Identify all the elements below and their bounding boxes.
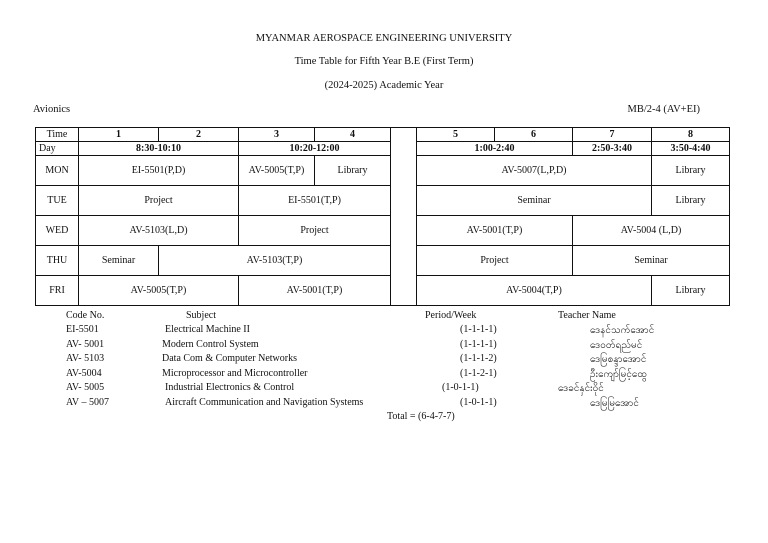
legend-teacher: ဒေခင်နှင်းဝိုင်	[558, 383, 604, 394]
legend-header-subject: Subject	[186, 310, 216, 321]
time-slot: 10:20-12:00	[239, 142, 391, 156]
period-number: 6	[495, 128, 573, 142]
time-slot: 8:30-10:10	[79, 142, 239, 156]
legend-period: (1-1-2-1)	[460, 368, 497, 379]
day-thu: THU	[36, 246, 79, 276]
time-slot: 2:50-3:40	[573, 142, 652, 156]
legend-period: (1-1-1-2)	[460, 353, 497, 364]
legend-subject: Microprocessor and Microcontroller	[162, 368, 308, 379]
academic-year: (2024-2025) Academic Year	[324, 80, 444, 91]
lunch-break-column	[391, 128, 417, 306]
legend-teacher: ဒေဝတ်ရည်မင်	[590, 340, 643, 351]
period-number: 4	[315, 128, 391, 142]
legend-code: AV – 5007	[66, 397, 109, 408]
period-number: 3	[239, 128, 315, 142]
class-cell: AV-5005(T,P)	[79, 276, 239, 306]
legend-teacher: ဒေမြမြအောင်	[590, 398, 639, 409]
legend-code: AV-5004	[66, 368, 102, 379]
legend-header-period: Period/Week	[425, 310, 477, 321]
period-number: 7	[573, 128, 652, 142]
class-cell: AV-5005(T,P)	[239, 156, 315, 186]
legend-code: AV- 5103	[66, 353, 105, 364]
class-cell: Library	[315, 156, 391, 186]
legend-period: (1-1-1-1)	[460, 324, 497, 335]
period-number: 2	[159, 128, 239, 142]
class-cell: Project	[239, 216, 391, 246]
department-label: Avionics	[33, 104, 71, 115]
class-cell: Library	[652, 156, 730, 186]
legend-teacher: ဒေနင်သက်အောင်	[590, 325, 655, 336]
legend-code: EI-5501	[66, 324, 99, 335]
legend-subject: Data Com & Computer Networks	[162, 353, 297, 364]
class-cell: EI-5501(P,D)	[79, 156, 239, 186]
period-number: 1	[79, 128, 159, 142]
class-cell: AV-5001(T,P)	[239, 276, 391, 306]
class-cell: Seminar	[79, 246, 159, 276]
class-cell: Seminar	[417, 186, 652, 216]
class-cell: Project	[417, 246, 573, 276]
university-title: MYANMAR AEROSPACE ENGINEERING UNIVERSITY	[255, 33, 513, 44]
time-slot: 1:00-2:40	[417, 142, 573, 156]
time-slot: 3:50-4:40	[652, 142, 730, 156]
class-cell: Seminar	[573, 246, 730, 276]
class-cell: AV-5103(T,P)	[159, 246, 391, 276]
day-fri: FRI	[36, 276, 79, 306]
day-wed: WED	[36, 216, 79, 246]
legend-subject: Electrical Machine II	[165, 324, 250, 335]
class-cell: AV-5103(L,D)	[79, 216, 239, 246]
timetable-title: Time Table for Fifth Year B.E (First Term)	[294, 56, 474, 67]
legend-total: Total = (6-4-7-7)	[387, 411, 455, 422]
day-label: Day	[36, 142, 79, 156]
room-label: MB/2-4 (AV+EI)	[627, 104, 700, 115]
legend-code: AV- 5001	[66, 339, 105, 350]
class-cell: Project	[79, 186, 239, 216]
class-cell: AV-5007(L,P,D)	[417, 156, 652, 186]
timetable-grid	[35, 127, 730, 306]
class-cell: AV-5004(T,P)	[417, 276, 652, 306]
class-cell: EI-5501(T,P)	[239, 186, 391, 216]
class-cell: Library	[652, 186, 730, 216]
time-label: Time	[36, 128, 79, 142]
day-mon: MON	[36, 156, 79, 186]
legend-code: AV- 5005	[66, 382, 105, 393]
legend-period: (1-0-1-1)	[442, 382, 479, 393]
period-number: 5	[417, 128, 495, 142]
legend-teacher: ဒေမြစန္ဒာအောင်	[590, 354, 647, 365]
legend-subject: Aircraft Communication and Navigation Systems	[165, 397, 364, 408]
legend-header-code: Code No.	[66, 310, 105, 321]
legend-period: (1-0-1-1)	[460, 397, 497, 408]
class-cell: AV-5004 (L,D)	[573, 216, 730, 246]
class-cell: Library	[652, 276, 730, 306]
legend-period: (1-1-1-1)	[460, 339, 497, 350]
day-tue: TUE	[36, 186, 79, 216]
legend-subject: Modern Control System	[162, 339, 259, 350]
period-number: 8	[652, 128, 730, 142]
legend-header-teacher: Teacher Name	[558, 310, 616, 321]
legend-subject: Industrial Electronics & Control	[165, 382, 295, 393]
class-cell: AV-5001(T,P)	[417, 216, 573, 246]
legend-teacher: ဦးကျော်မြင့်ထွေ	[590, 369, 648, 380]
